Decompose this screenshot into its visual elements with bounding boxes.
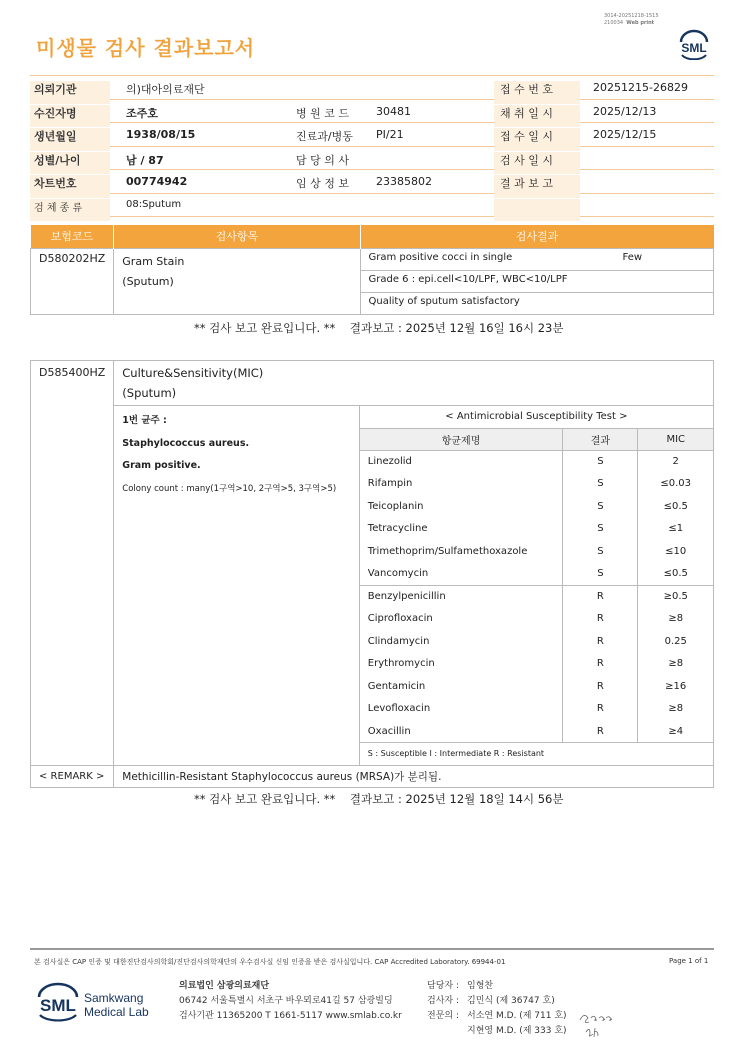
staff-entry: [427, 1009, 567, 1024]
patient-row: [30, 194, 714, 218]
patient-value2: 30481: [376, 104, 411, 118]
organism-name: Staphylococcus aureus.: [122, 437, 250, 449]
antibiotic-name: Erythromycin: [359, 653, 563, 676]
antibiotic-result: S: [563, 473, 638, 496]
gram-complete-text: [194, 320, 563, 336]
antibiotic-name: Ciprofloxacin: [359, 608, 563, 631]
col-test-result: 검사결과: [360, 225, 713, 248]
patient-label2: 진료과/병동: [296, 130, 353, 143]
patient-label3: 검 사 일 시: [500, 153, 553, 167]
culture-code: D585400HZ: [31, 361, 114, 406]
antibiotic-name: Gentamicin: [359, 675, 563, 698]
patient-value: 의)대아의료재단: [126, 83, 205, 96]
antibiotic-mic: ≤0.5: [638, 563, 714, 586]
patient-label2: 담 당 의 사: [296, 153, 349, 167]
patient-label3: 결 과 보 고: [500, 177, 553, 190]
gram-item: [114, 248, 360, 314]
patient-label3: 접 수 번 호: [500, 83, 553, 96]
antibiotic-result: R: [563, 608, 638, 631]
svg-text:SML: SML: [681, 41, 707, 55]
antibiotic-result: S: [563, 495, 638, 518]
patient-row: [30, 76, 714, 100]
patient-value2: 23385802: [376, 175, 432, 188]
org-contact: 검사기관 11365200 T 1661-5117 www.smlab.co.kr: [179, 1011, 402, 1021]
staff-name: 김민식 (제 36747 호): [467, 996, 555, 1006]
antibiotic-result: R: [563, 720, 638, 743]
culture-complete-text: [194, 791, 563, 807]
staff-entry: [427, 1024, 567, 1039]
patient-info: [30, 75, 714, 217]
antibiotic-result: S: [563, 563, 638, 586]
antibiotic-result: R: [563, 585, 638, 608]
patient-value2: PI/21: [376, 128, 404, 141]
antibiotic-mic: ≤10: [638, 540, 714, 563]
web-print-label: Web print: [626, 20, 655, 26]
antibiotic-mic: ≤1: [638, 518, 714, 541]
antibiotic-name: Clindamycin: [359, 630, 563, 653]
antibiotic-result: R: [563, 653, 638, 676]
antibiotic-result: S: [563, 540, 638, 563]
samkwang-logo: [36, 980, 154, 1024]
patient-label: 생년월일: [34, 130, 77, 143]
antibiotic-name: Oxacillin: [359, 720, 563, 743]
svg-text:Samkwang: Samkwang: [84, 991, 144, 1005]
organism-number: 1번 균주 :: [122, 415, 167, 426]
antibiotic-result: R: [563, 698, 638, 721]
antibiotic-mic: ≤0.03: [638, 473, 714, 496]
antibiotic-name: Vancomycin: [359, 563, 563, 586]
org-address: 06742 서울특별시 서초구 바우뫼로41길 57 삼광빌딩: [179, 996, 393, 1006]
staff-name: 지현영 M.D. (제 333 호): [467, 1026, 567, 1036]
patient-value: 남 / 87: [126, 153, 164, 167]
gram-item-specimen: (Sputum): [122, 274, 174, 288]
patient-value3: 2025/12/15: [593, 128, 657, 141]
gram-result-2: Grade 6 : epi.cell<10/LPF, WBC<10/LPF: [360, 270, 713, 292]
organism-gram: Gram positive.: [122, 460, 201, 471]
gram-report-time: 결과보고 : 2025년 12월 16일 16시 23분: [349, 321, 564, 335]
ast-legend: S : Susceptible I : Intermediate R : Resistant: [359, 743, 713, 766]
patient-row: [30, 100, 714, 124]
footer-divider: [30, 948, 714, 950]
staff-name: 서소연 M.D. (제 711 호): [467, 1011, 567, 1021]
document-code-line2: 210034: [604, 20, 624, 26]
culture-item: [114, 361, 714, 406]
gram-result-1: [360, 248, 713, 270]
col-result: 결과: [563, 428, 638, 450]
gram-result-1-text: Gram positive cocci in single: [368, 251, 513, 263]
patient-value: 조주호: [126, 106, 158, 120]
patient-row: [30, 147, 714, 171]
patient-label2: 병 원 코 드: [296, 106, 349, 120]
patient-value3: 2025/12/13: [593, 104, 657, 118]
patient-label: 수진자명: [34, 106, 77, 120]
antibiotic-result: S: [563, 518, 638, 541]
antibiotic-mic: 0.25: [638, 630, 714, 653]
doctor-signature: [578, 1010, 614, 1040]
patient-label: 검 체 종 류: [34, 202, 83, 214]
staff-entry: [427, 979, 567, 994]
organism-info: [114, 406, 360, 766]
culture-report-time: 결과보고 : 2025년 12월 18일 14시 56분: [349, 792, 564, 806]
patient-label: 차트번호: [34, 177, 77, 190]
culture-done: ** 검사 보고 완료입니다. **: [194, 792, 336, 806]
antibiotic-mic: 2: [638, 450, 714, 473]
gram-result-3: Quality of sputum satisfactory: [360, 292, 713, 314]
colony-count: Colony count : many(1구역>10, 2구역>5, 3구역>5): [122, 483, 337, 494]
patient-row: [30, 170, 714, 194]
antibiotic-result: R: [563, 675, 638, 698]
gram-stain-table: [30, 225, 714, 315]
patient-label2: 임 상 정 보: [296, 177, 349, 190]
patient-label: 의뢰기관: [34, 83, 77, 96]
antibiotic-result: S: [563, 450, 638, 473]
culture-code-spacer: [31, 406, 114, 766]
staff-list: [427, 979, 567, 1039]
col-test-item: 검사항목: [114, 225, 360, 248]
gram-done: ** 검사 보고 완료입니다. **: [194, 321, 336, 335]
svg-text:Medical Lab: Medical Lab: [84, 1005, 149, 1019]
svg-text:SML: SML: [40, 996, 76, 1015]
remark-text: Methicillin-Resistant Staphylococcus aureus (MRSA)가 분리됨.: [114, 765, 714, 788]
antibiotic-name: Rifampin: [359, 473, 563, 496]
antibiotic-mic: ≥4: [638, 720, 714, 743]
patient-label3: 접 수 일 시: [500, 130, 553, 143]
org-info: [179, 979, 402, 1024]
antibiotic-name: Linezolid: [359, 450, 563, 473]
ast-title: < Antimicrobial Susceptibility Test >: [359, 406, 713, 429]
page-title: 미생물 검사 결과보고서: [36, 36, 256, 60]
patient-value: 08:Sputum: [126, 198, 182, 210]
sml-logo: [676, 28, 712, 60]
gram-result-1-value: Few: [622, 251, 643, 263]
staff-entry: [427, 994, 567, 1009]
antibiotic-name: Teicoplanin: [359, 495, 563, 518]
antibiotic-mic: ≥0.5: [638, 585, 714, 608]
staff-role: 담당자 :: [427, 981, 459, 991]
antibiotic-name: Benzylpenicillin: [359, 585, 563, 608]
gram-code: D580202HZ: [31, 248, 114, 314]
staff-role: 전문의 :: [427, 1011, 459, 1021]
gram-item-name: Gram Stain: [122, 254, 185, 268]
antibiotic-mic: ≥8: [638, 698, 714, 721]
patient-value: 1938/08/15: [126, 128, 196, 141]
staff-role: 검사자 :: [427, 996, 459, 1006]
remark-label: < REMARK >: [31, 765, 114, 788]
cert-statement: 본 검사실은 CAP 인증 및 대한진단검사의학회/진단검사의학재단의 우수검사실 신임 인증을 받은 검사실입니다. CAP Accredited Laboratory. 69944-01: [34, 958, 506, 966]
culture-table: [30, 360, 714, 788]
page-number: Page 1 of 1: [669, 957, 709, 965]
patient-label: 성별/나이: [34, 153, 81, 167]
antibiotic-mic: ≥16: [638, 675, 714, 698]
antibiotic-name: Trimethoprim/Sulfamethoxazole: [359, 540, 563, 563]
col-insurance-code: 보험코드: [31, 225, 114, 248]
antibiotic-name: Levofloxacin: [359, 698, 563, 721]
document-code: [604, 13, 659, 27]
staff-name: 임형찬: [467, 981, 494, 991]
culture-item-specimen: (Sputum): [122, 386, 177, 400]
antibiotic-name: Tetracycline: [359, 518, 563, 541]
document-code-line1: 3014-20251218-1515: [604, 13, 659, 19]
org-name: 의료법인 삼광의료재단: [179, 981, 270, 991]
antibiotic-mic: ≤0.5: [638, 495, 714, 518]
col-mic: MIC: [638, 428, 714, 450]
patient-row: [30, 123, 714, 147]
culture-item-name: Culture&Sensitivity(MIC): [122, 366, 264, 380]
antibiotic-mic: ≥8: [638, 608, 714, 631]
col-antibiotic: 항균제명: [359, 428, 563, 450]
patient-value3: 20251215-26829: [593, 81, 688, 94]
antibiotic-result: R: [563, 630, 638, 653]
patient-value: 00774942: [126, 175, 188, 188]
patient-label3: 채 취 일 시: [500, 106, 553, 120]
antibiotic-mic: ≥8: [638, 653, 714, 676]
